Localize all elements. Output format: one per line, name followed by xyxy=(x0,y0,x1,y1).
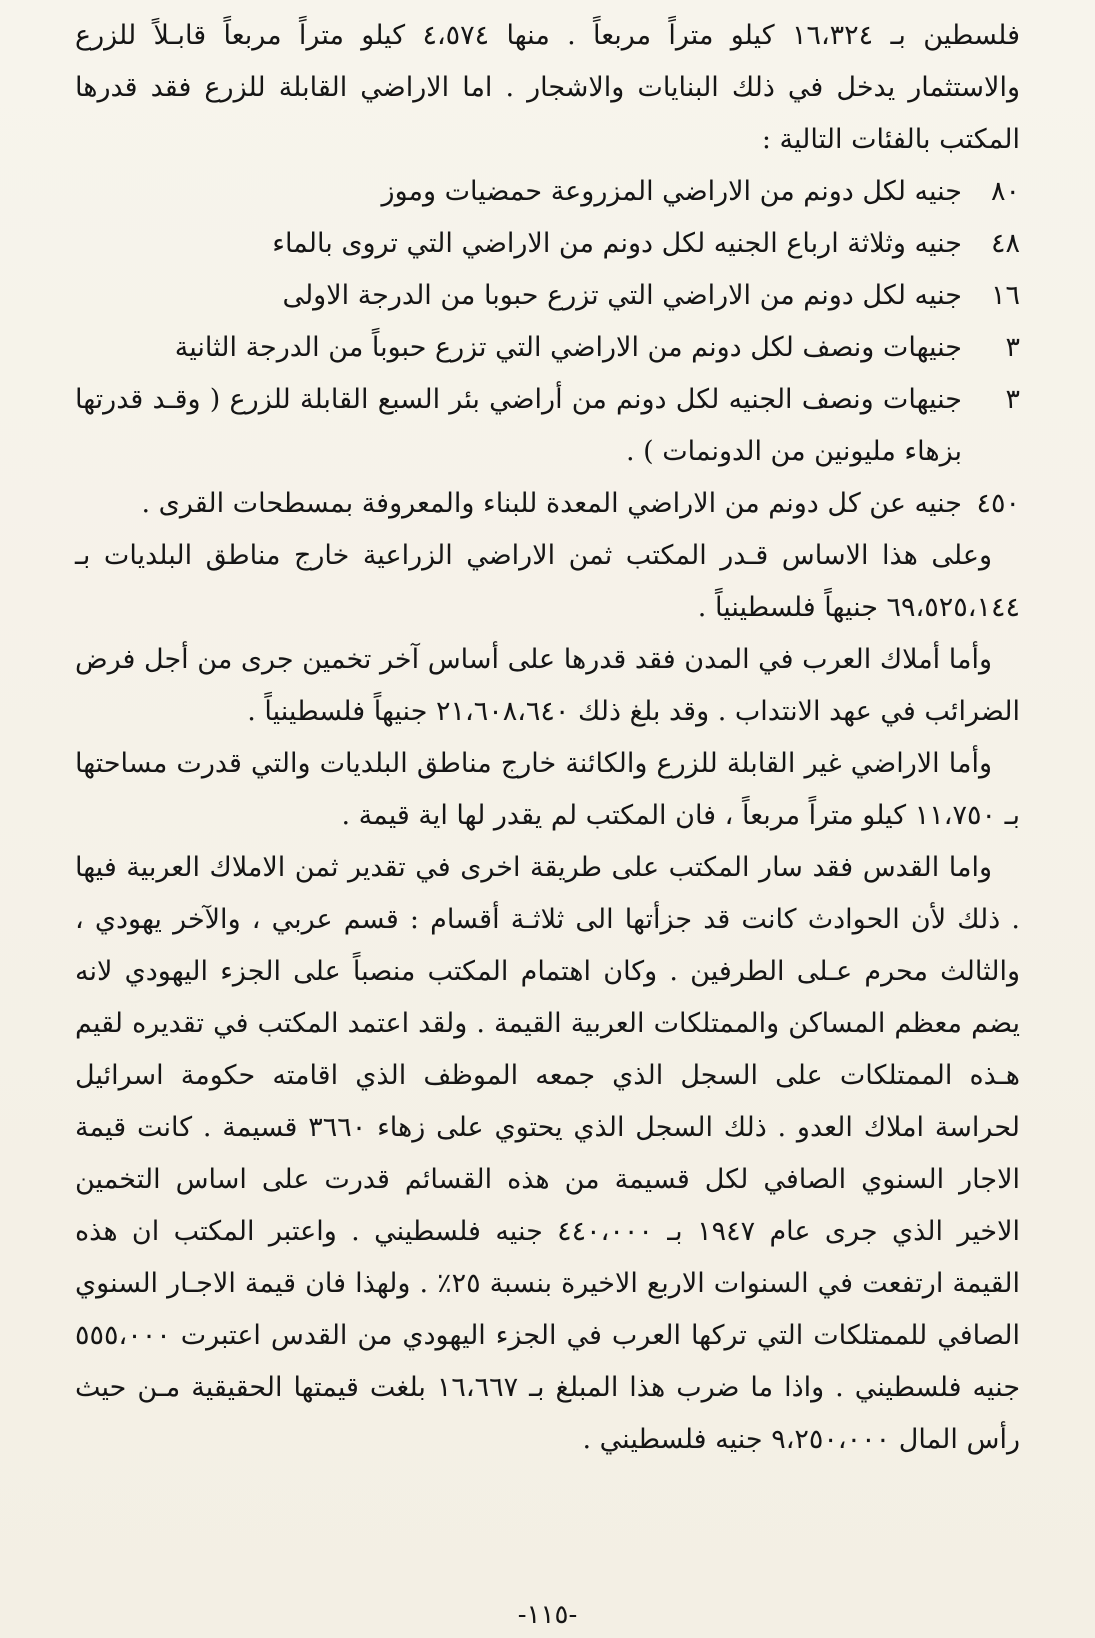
paragraph-jerusalem: واما القدس فقد سار المكتب على طريقة اخرى في تقدير ثمن الاملاك العربية فيها . ذلك لأن الحوادث كانت قد جزأتها الى ثلاثـة أقسام : قسم عربي ، والآخر يهودي ، والثالث محرم عـلى الطرفين . وكان اهتمام المكتب منصباً على الجزء اليهودي لانه يضم معظم المساكن والممتلكات العربية القيمة . ولقد اعتمد المكتب في تقديره لقيم هـذه الممتلكات على السجل الذي جمعه الموظف الذي اقامته حكومة اسرائيل لحراسة املاك العدو . ذلك السجل الذي يحتوي على زهاء ٣٦٦٠ قسيمة . كانت قيمة الاجار السنوي الصافي لكل قسيمة من هذه القسائم قدرت على اساس التخمين الاخير الذي جرى عام ١٩٤٧ بـ ٤٤٠،٠٠٠ جنيه فلسطيني . واعتبر المكتب ان هذه القيمة ارتفعت في السنوات الاربع الاخيرة بنسبة ٢٥٪ . ولهذا فان قيمة الاجـار السنوي الصافي للممتلكات التي تركها العرب في الجزء اليهودي من القدس اعتبرت ٥٥٥،٠٠٠ جنيه فلسطيني . واذا ما ضرب هذا المبلغ بـ ١٦،٦٦٧ بلغت قيمتها الحقيقية مـن حيث رأس المال ٩،٢٥٠،٠٠٠ جنيه فلسطيني . xyxy=(75,852,1021,1455)
page-number: -١١٥- xyxy=(517,1600,578,1630)
list-item-text: جنيه لكل دونم من الاراضي التي تزرع حبوبا من الدرجة الاولى xyxy=(282,280,962,311)
list-item-text: جنيهات ونصف لكل دونم من الاراضي التي تزرع حبوباً من الدرجة الثانية xyxy=(174,332,962,363)
paragraph-urban-property: وأما أملاك العرب في المدن فقد قدرها على أساس آخر تخمين جرى من أجل فرض الضرائب في عهد الانتداب . وقد بلغ ذلك ٢١،٦٠٨،٦٤٠ جنيهاً فلسطينياً . xyxy=(75,644,1020,727)
list-item xyxy=(75,270,1020,322)
list-item xyxy=(75,478,1020,530)
list-item xyxy=(75,322,1020,374)
list-item-text: جنيه وثلاثة ارباع الجنيه لكل دونم من الاراضي التي تروى بالماء xyxy=(272,228,962,259)
list-item-number: ٨٠ xyxy=(990,176,1020,207)
list-item-text: جنيه عن كل دونم من الاراضي المعدة للبناء والمعروفة بمسطحات القرى . xyxy=(141,488,962,519)
list-item xyxy=(75,218,1020,270)
list-item xyxy=(75,166,1020,218)
paragraph-non-arable-land: وأما الاراضي غير القابلة للزرع والكائنة خارج مناطق البلديات والتي قدرت مساحتها بـ ١١،٧٥٠ كيلو متراً مربعاً ، فان المكتب لم يقدر لها اية قيمة . xyxy=(75,748,1020,831)
list-item-text: جنيهات ونصف الجنيه لكل دونم من أراضي بئر السبع القابلة للزرع ( وقـد قدرتها بزهاء مليونين من الدونمات ) . xyxy=(75,384,962,467)
paragraph-agricultural-total: وعلى هذا الاساس قـدر المكتب ثمن الاراضي الزراعية خارج مناطق البلديات بـ ٦٩،٥٢٥،١٤٤ جنيهاً فلسطينياً . xyxy=(75,540,1020,623)
list-item-text: جنيه لكل دونم من الاراضي المزروعة حمضيات وموز xyxy=(381,176,962,207)
paragraph-intro: فلسطين بـ ١٦،٣٢٤ كيلو متراً مربعاً . منها ٤،٥٧٤ كيلو متراً مربعاً قابـلاً للزرع والاستثمار يدخل في ذلك البنايات والاشجار . اما الاراضي القابلة للزرع فقد قدرها المكتب بالفئات التالية : xyxy=(75,20,1020,155)
list-item-number: ٤٥٠ xyxy=(976,488,1020,519)
list-item-number: ١٦ xyxy=(990,280,1020,311)
list-item-number: ٣ xyxy=(1005,384,1020,415)
page-body xyxy=(75,10,1020,1466)
list-item-number: ٤٨ xyxy=(990,228,1020,259)
list-item xyxy=(75,374,1020,478)
list-item-number: ٣ xyxy=(1005,332,1020,363)
